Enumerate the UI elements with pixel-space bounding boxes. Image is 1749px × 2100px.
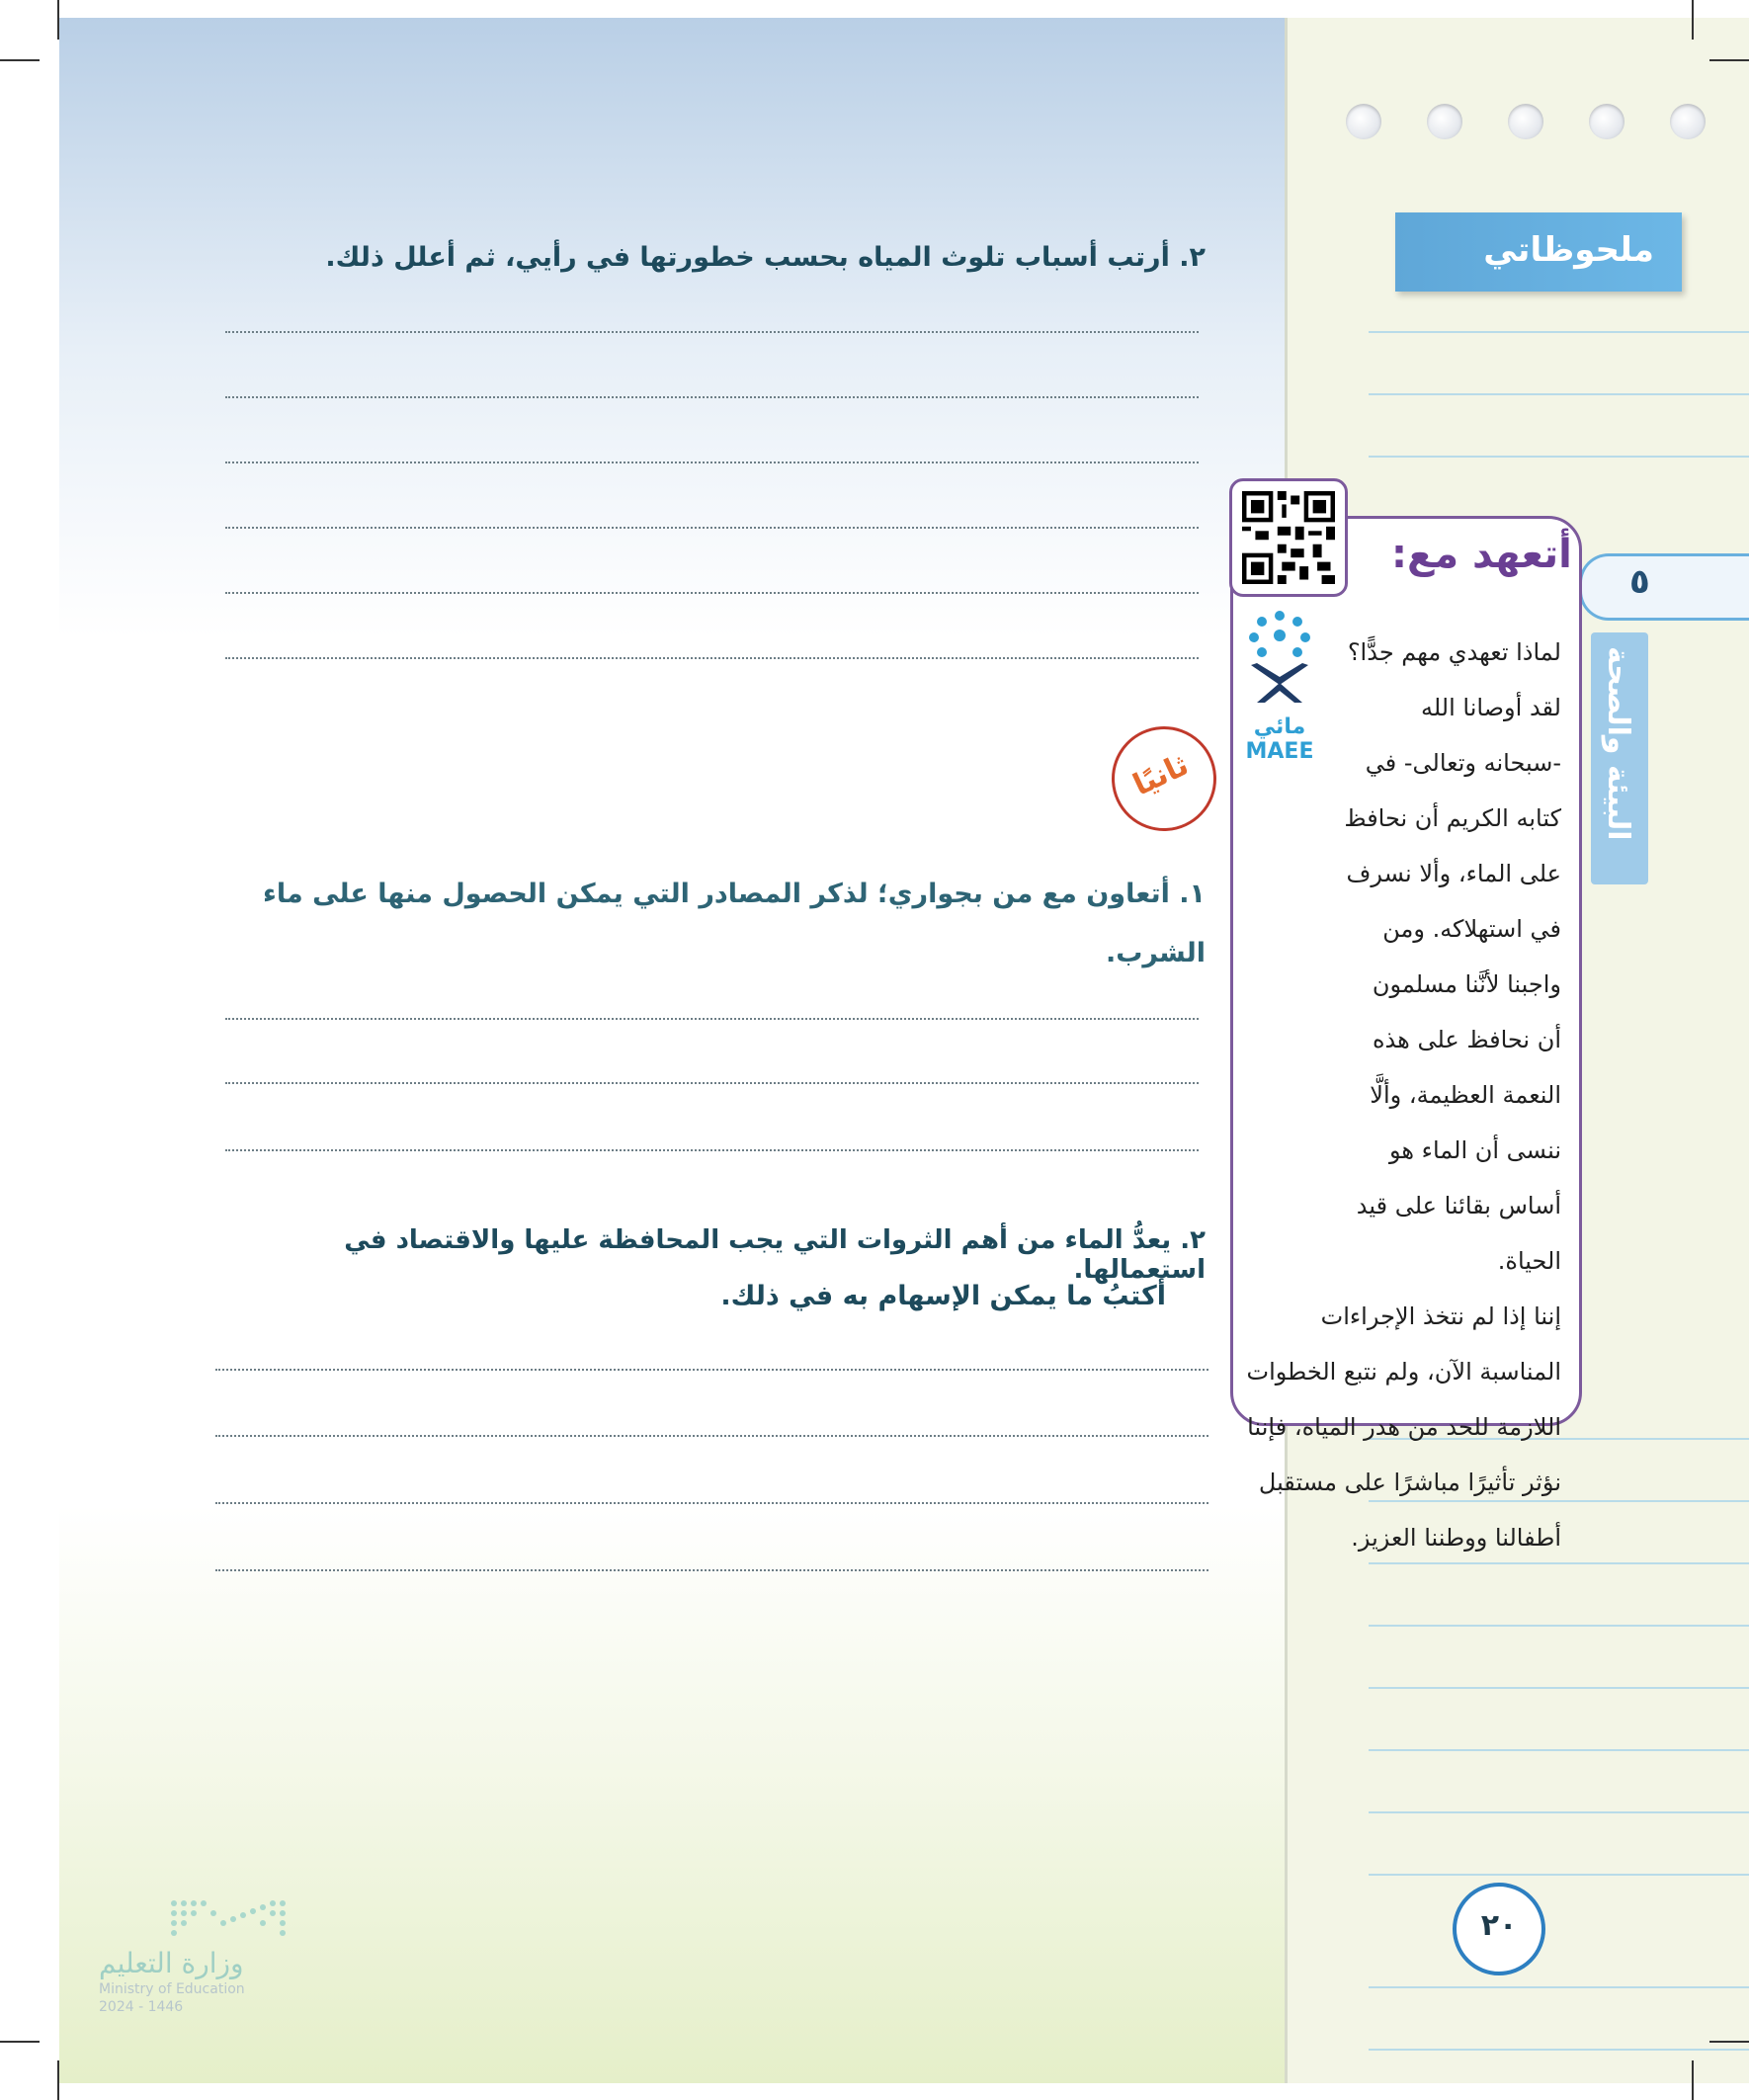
- answer-line[interactable]: [225, 1149, 1199, 1151]
- question-rank-pollution: ٢. أرتب أسباب تلوث المياه بحسب خطورتها في رأيي، ثم أعلل ذلك.: [325, 242, 1206, 273]
- notebook-line: [1369, 1811, 1749, 1813]
- pledge-paragraph-1: لماذا تعهدي مهم جدًّا؟ لقد أوصانا الله -سبحانه وتعالى- في كتابه الكريم أن نحافظ على الماء، وألا نسرف في استهلاكه. ومن واجبنا لأنَّنا مسلمون أن نحافظ على هذه النعمة العظيمة، وألَّا ننسى أن الماء هو أساس بقائنا على قيد الحياة.: [1344, 638, 1561, 1275]
- logo-english: MAEE: [1245, 739, 1314, 764]
- crop-mark: [1692, 0, 1694, 40]
- section-two-badge-label: ثانيًا: [1127, 747, 1195, 803]
- unit-title-ribbon: [1591, 632, 1648, 884]
- notebook-line: [1369, 393, 1749, 395]
- page-number-badge: [1453, 1883, 1545, 1975]
- question-conserve-water: ٢. يعدُّ الماء من أهم الثروات التي يجب المحافظة عليها والاقتصاد في استعمالها.: [344, 1225, 1206, 1285]
- answer-line[interactable]: [225, 331, 1199, 333]
- notebook-line: [1369, 1749, 1749, 1751]
- ministry-name-en: Ministry of Education: [99, 1981, 245, 1997]
- binder-hole: [1346, 104, 1381, 139]
- page-background: [59, 18, 1285, 2083]
- binder-hole: [1508, 104, 1543, 139]
- unit-number-tab: [1579, 553, 1749, 621]
- ministry-logo: [99, 1897, 326, 2015]
- answer-line[interactable]: [215, 1435, 1208, 1437]
- answer-line[interactable]: [225, 592, 1199, 594]
- notebook-line: [1369, 1625, 1749, 1627]
- binder-hole: [1427, 104, 1462, 139]
- answer-line[interactable]: [225, 462, 1199, 463]
- pledge-paragraph-2: إننا إذا لم نتخذ الإجراءات المناسبة الآن، ولم نتبع الخطوات اللازمة للحد من هدر المياه، فإننا نؤثر تأثيرًا مباشرًا على مستقبل أطفالنا ووطننا العزيز.: [1246, 1302, 1561, 1552]
- answer-line[interactable]: [225, 396, 1199, 398]
- qr-code-icon[interactable]: [1229, 478, 1348, 597]
- ministry-name-ar: وزارة التعليم: [99, 1947, 244, 1979]
- answer-line[interactable]: [215, 1569, 1208, 1571]
- logo-arabic: مائي: [1253, 714, 1306, 739]
- notebook-line: [1369, 1874, 1749, 1876]
- page-number: ٢٠: [1480, 1908, 1518, 1943]
- answer-line[interactable]: [225, 1082, 1199, 1084]
- ministry-dots-icon: [168, 1897, 296, 1937]
- answer-line[interactable]: [215, 1369, 1208, 1371]
- crop-mark: [57, 2060, 59, 2100]
- pledge-title: أتعهد مع:: [1391, 532, 1572, 577]
- crop-mark: [57, 0, 59, 40]
- question-conserve-water-line2: أكتبُ ما يمكن الإسهام به في ذلك.: [720, 1281, 1166, 1311]
- notebook-line: [1369, 456, 1749, 458]
- crop-mark: [1709, 59, 1749, 61]
- answer-line[interactable]: [215, 1502, 1208, 1504]
- unit-title: البيئة والصحة: [1601, 646, 1635, 841]
- unit-number: ٥: [1629, 562, 1650, 602]
- notebook-line: [1369, 1687, 1749, 1689]
- notebook-line: [1369, 1986, 1749, 1988]
- binder-hole: [1589, 104, 1624, 139]
- answer-line[interactable]: [225, 1018, 1199, 1020]
- academic-year: 2024 - 1446: [99, 1999, 184, 2015]
- notebook-line: [1369, 2049, 1749, 2051]
- notes-tab: [1395, 212, 1682, 292]
- notes-label: ملحوظاتي: [1483, 230, 1654, 270]
- answer-line[interactable]: [225, 657, 1199, 659]
- notebook-line: [1369, 331, 1749, 333]
- question-water-sources: ١. أتعاون مع من بجواري؛ لذكر المصادر التي يمكن الحصول منها على ماء الشرب.: [263, 879, 1206, 968]
- crop-mark: [0, 2041, 40, 2043]
- pledge-text: [1243, 625, 1561, 1565]
- crop-mark: [0, 59, 40, 61]
- crop-mark: [1692, 2060, 1694, 2100]
- crop-mark: [1709, 2041, 1749, 2043]
- binder-hole: [1670, 104, 1706, 139]
- answer-line[interactable]: [225, 527, 1199, 529]
